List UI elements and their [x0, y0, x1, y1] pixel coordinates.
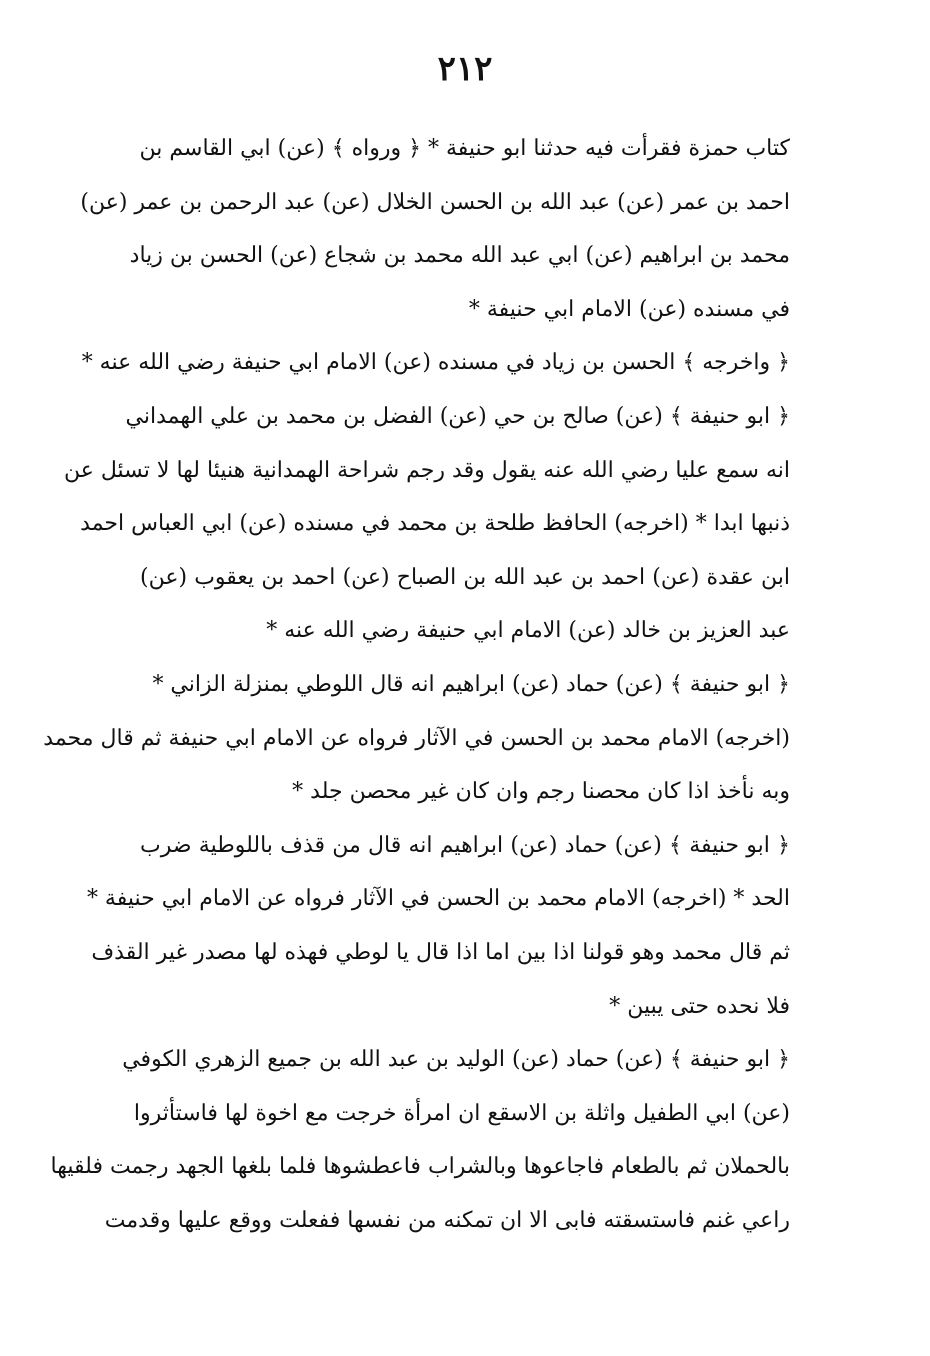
text-line: ﴿ ابو حنيفة ﴾ (عن) صالح بن حي (عن) الفضل بن محمد بن علي الهمداني	[125, 403, 790, 429]
text-line: ﴿ ابو حنيفة ﴾ (عن) حماد (عن) ابراهيم انه قال اللوطي بمنزلة الزاني *	[152, 671, 790, 697]
text-line: ابن عقدة (عن) احمد بن عبد الله بن الصباح (عن) احمد بن يعقوب (عن)	[140, 564, 790, 590]
text-line: ذنبها ابدا * (اخرجه) الحافظ طلحة بن محمد في مسنده (عن) ابي العباس احمد	[80, 511, 790, 537]
text-line: ثم قال محمد وهو قولنا اذا بين اما اذا قال يا لوطي فهذه لها مصدر غير القذف	[91, 939, 790, 965]
text-line: ﴿ ابو حنيفة ﴾ (عن) حماد (عن) الوليد بن عبد الله بن جميع الزهري الكوفي	[122, 1047, 790, 1073]
text-line: بالحملان ثم بالطعام فاجاعوها وبالشراب فاعطشوها فلما بلغها الجهد رجمت فلقيها	[50, 1154, 790, 1180]
body-text	[43, 122, 790, 1247]
text-line: كتاب حمزة فقرأت فيه حدثنا ابو حنيفة * ﴿ ورواه ﴾ (عن) ابي القاسم بن	[139, 136, 790, 161]
text-line: احمد بن عمر (عن) عبد الله بن الحسن الخلال (عن) عبد الرحمن بن عمر (عن)	[80, 189, 790, 215]
text-line: انه سمع عليا رضي الله عنه يقول وقد رجم شراحة الهمدانية هنيئا لها لا تسئل عن	[64, 457, 790, 483]
text-line: (عن) ابي الطفيل واثلة بن الاسقع ان امرأة خرجت مع اخوة لها فاستأثروا	[133, 1100, 790, 1126]
text-line: وبه نأخذ اذا كان محصنا رجم وان كان غير محصن جلد *	[292, 779, 790, 805]
text-line: ﴿ ابو حنيفة ﴾ (عن) حماد (عن) ابراهيم انه قال من قذف باللوطية ضرب	[140, 832, 790, 858]
text-line: فلا نحده حتى يبين *	[609, 993, 790, 1019]
text-line: محمد بن ابراهيم (عن) ابي عبد الله محمد بن شجاع (عن) الحسن بن زياد	[129, 243, 790, 269]
page-number: ٢١٢	[437, 49, 493, 89]
text-line: راعي غنم فاستسقته فابى الا ان تمكنه من نفسها ففعلت ووقع عليها وقدمت	[104, 1207, 790, 1233]
text-line: (اخرجه) الامام محمد بن الحسن في الآثار فرواه عن الامام ابي حنيفة ثم قال محمد	[43, 725, 790, 751]
text-line: عبد العزيز بن خالد (عن) الامام ابي حنيفة رضي الله عنه *	[266, 618, 790, 644]
text-line: في مسنده (عن) الامام ابي حنيفة *	[468, 296, 790, 322]
text-line: ﴿ واخرجه ﴾ الحسن بن زياد في مسنده (عن) الامام ابي حنيفة رضي الله عنه *	[81, 350, 790, 376]
text-line: الحد * (اخرجه) الامام محمد بن الحسن في الآثار فرواه عن الامام ابي حنيفة *	[86, 886, 790, 912]
